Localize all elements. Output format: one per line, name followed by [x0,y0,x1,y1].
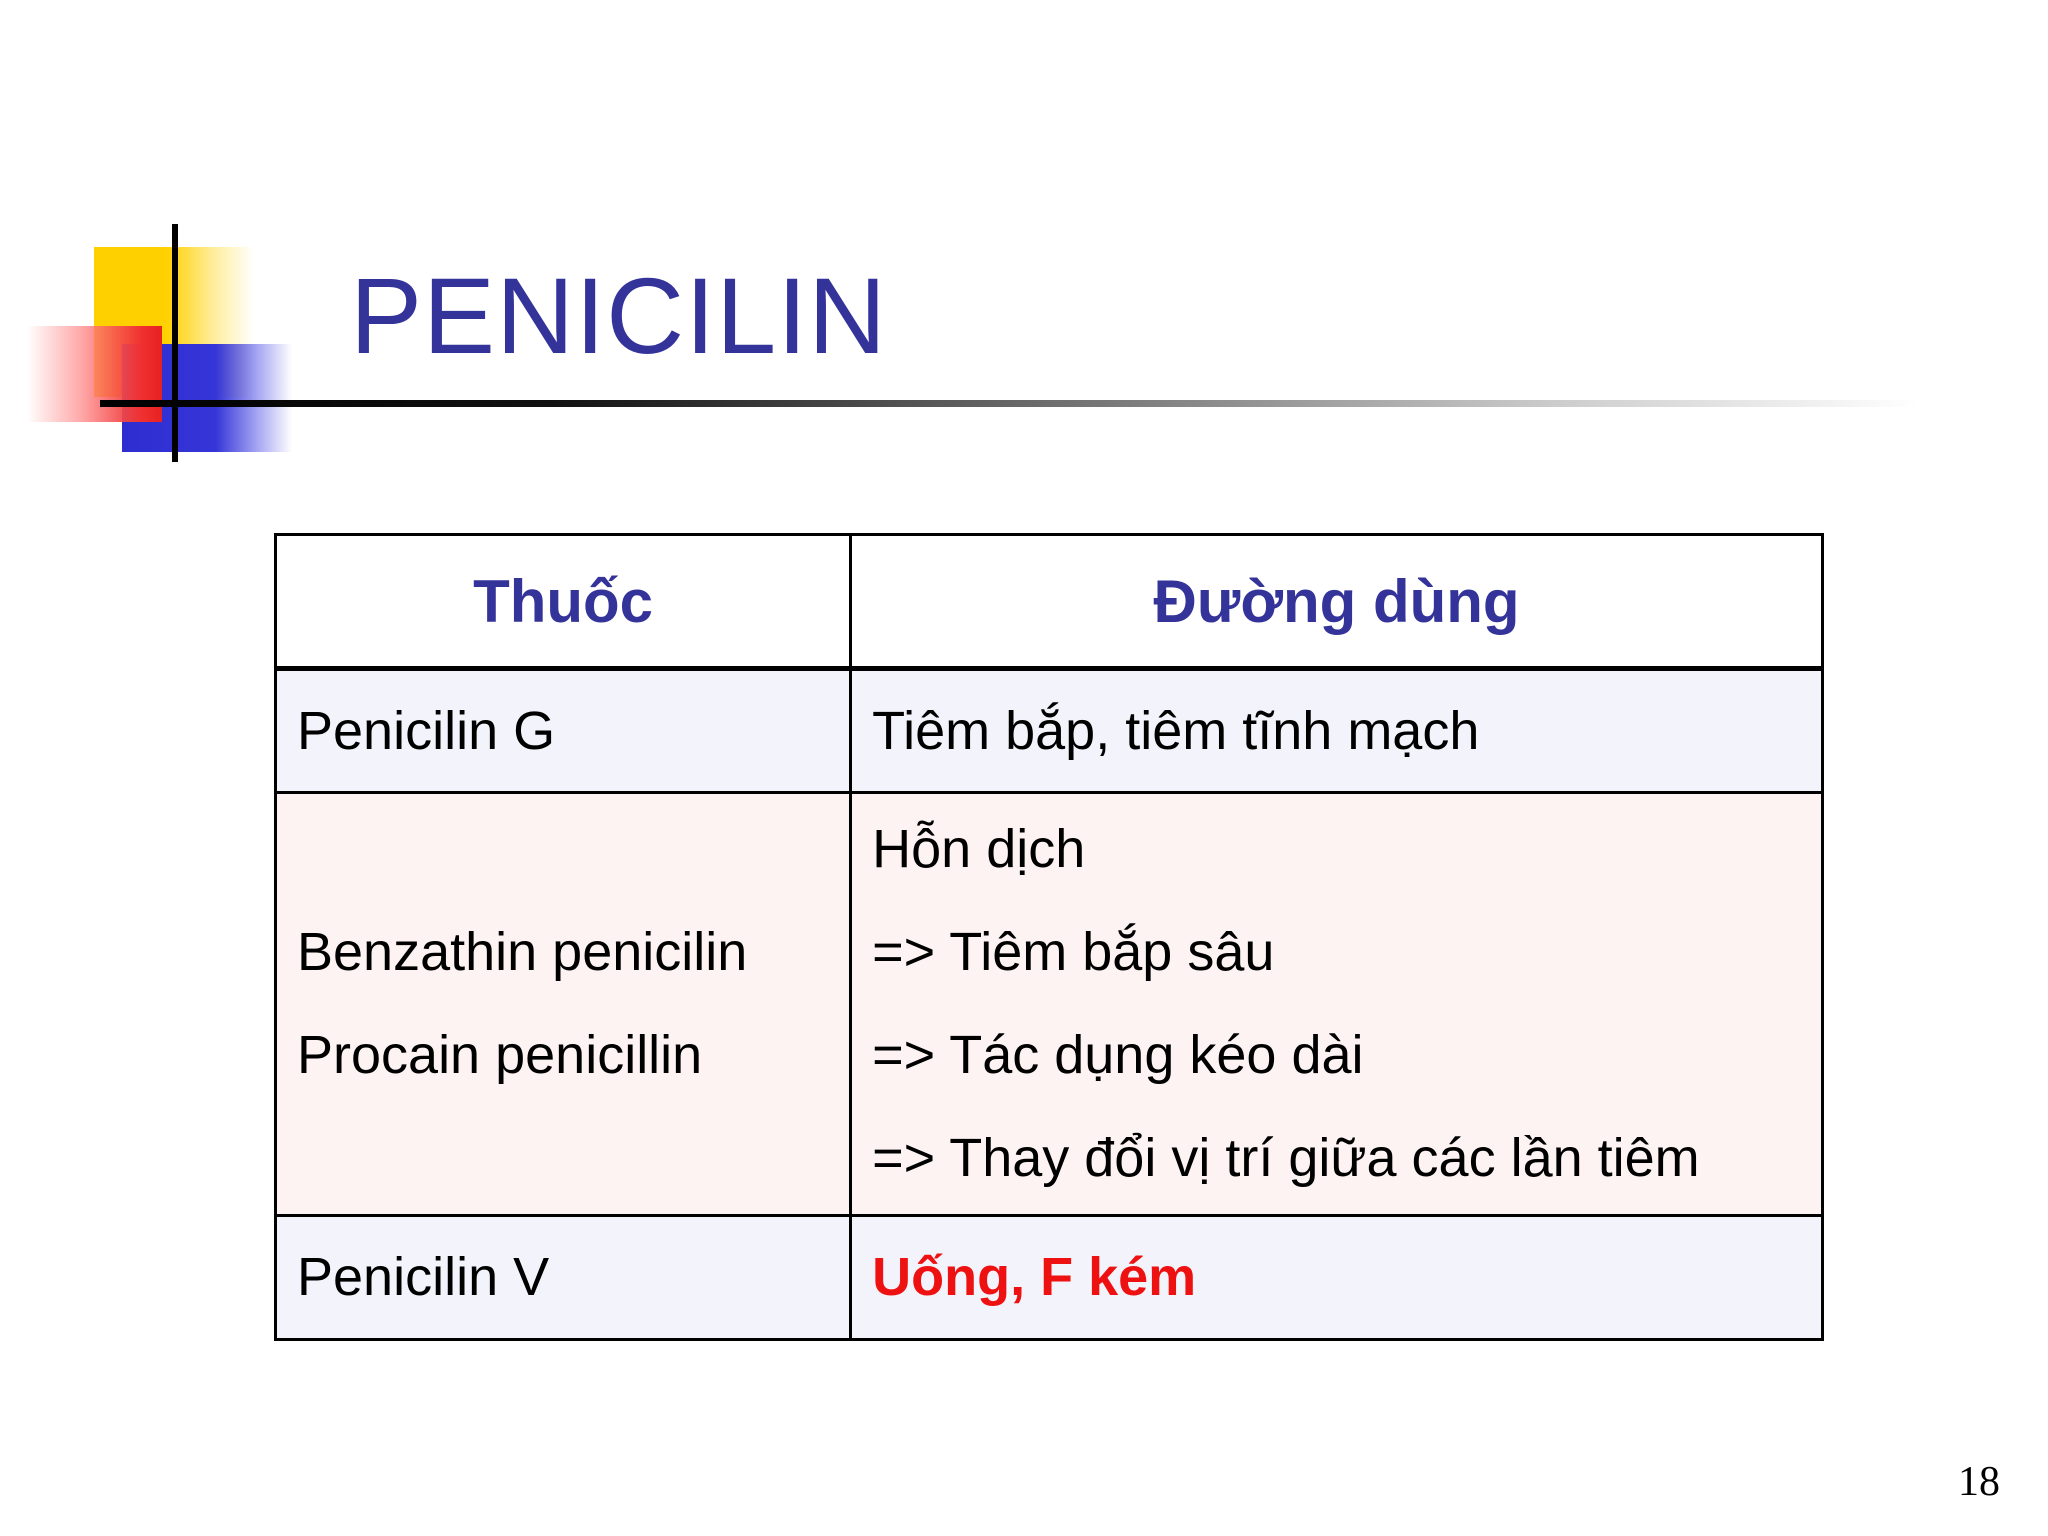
cell-drug: Penicilin V [276,1216,851,1340]
drug-name: Procain penicillin [297,1025,703,1085]
logo-vertical-line [172,224,178,462]
drug-name: Benzathin penicilin [297,922,748,982]
route-line: => Tác dụng kéo dài [872,1025,1364,1085]
route-line: => Tiêm bắp sâu [872,922,1275,982]
page-number: 18 [1958,1459,2000,1505]
header-route: Đường dùng [851,535,1823,669]
cell-drug: Penicilin G [276,669,851,793]
cell-route [851,1216,1823,1340]
route-line: => Thay đổi vị trí giữa các lần tiêm [872,1128,1700,1188]
logo-red-square [27,326,162,422]
table-row [276,1216,1823,1340]
highlight-text: Uống, F kém [872,1247,1197,1308]
route-line: Hỗn dịch [872,819,1086,879]
table-header-row [276,535,1823,669]
drug-route-table [274,533,1824,1341]
table-row [276,669,1823,793]
header-drug: Thuốc [276,535,851,669]
cell-route: Tiêm bắp, tiêm tĩnh mạch [851,669,1823,793]
slide-title: PENICILIN [350,255,888,376]
table-row [276,793,1823,1216]
title-underline [100,400,1920,407]
cell-route [851,793,1823,1216]
cell-drug [276,793,851,1216]
